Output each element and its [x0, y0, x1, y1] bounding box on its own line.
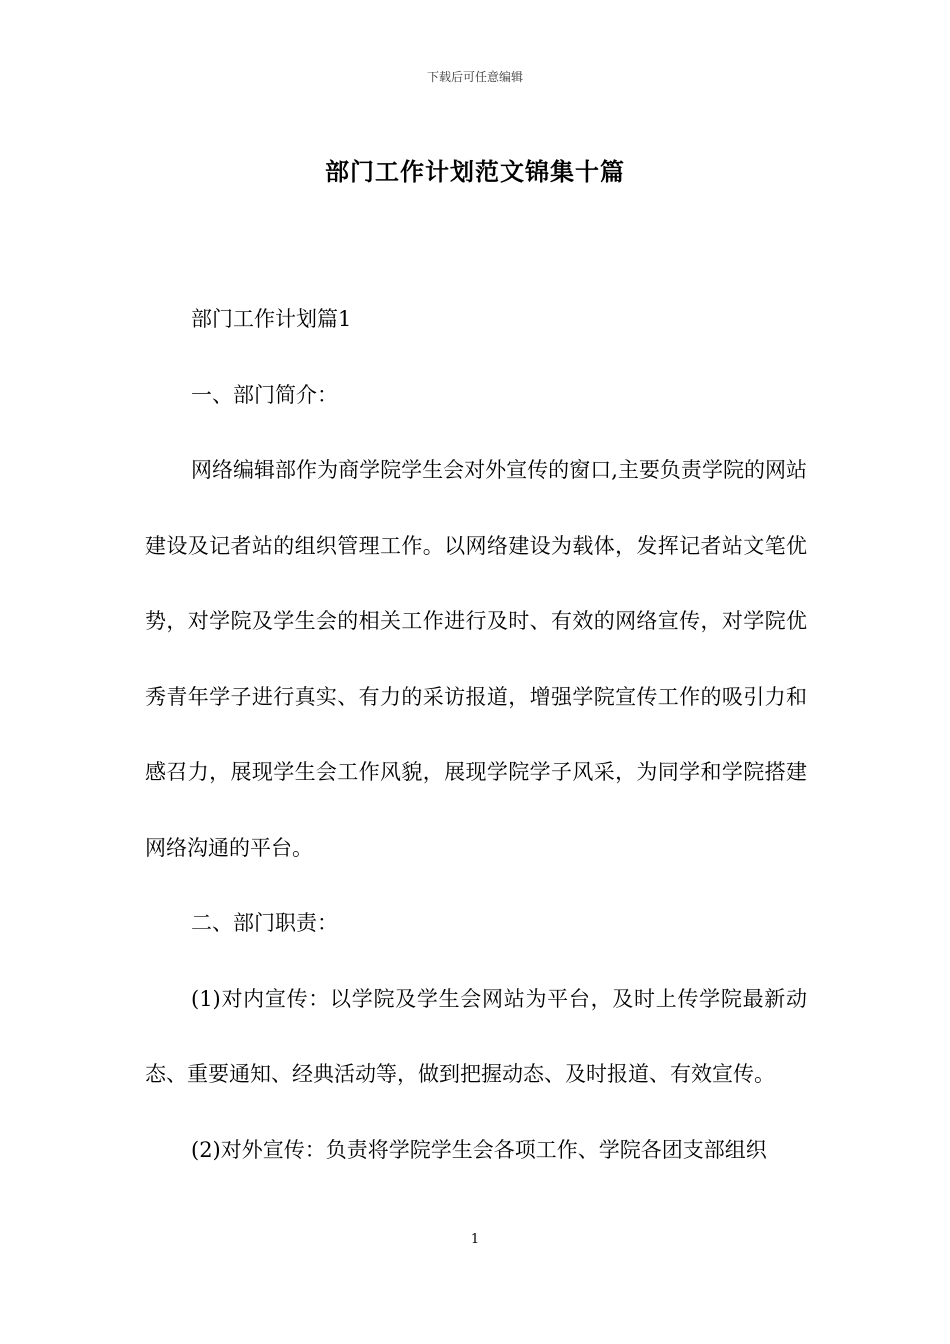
section-heading: 部门工作计划篇1	[191, 307, 352, 331]
document-title: 部门工作计划范文锦集十篇	[325, 158, 625, 186]
subsection-heading: 二、部门职责：	[191, 911, 338, 935]
subsection-heading: 一、部门简介：	[191, 382, 338, 407]
page-header-note: 下载后可任意编辑	[426, 70, 523, 84]
body-paragraph: (2)对外宣传：负责将学院学生会各项工作、学院各团支部组织	[191, 1137, 767, 1162]
document-body	[145, 282, 807, 1188]
body-paragraph: 网络编辑部作为商学院学生会对外宣传的窗口,主要负责学院的网站建设及记者站的组织管理工作。以网络建设为载体，发挥记者站文笔优势，对学院及学生会的相关工作进行及时、有效的网络宣传，对学院优秀青年学子进行真实、有力的采访报道，增强学院宣传工作的吸引力和感召力，展现学生会工作风貌，展现学院学子风采，为同学和学院搭建网络沟通的平台。	[145, 458, 807, 860]
body-paragraph: (1)对内宣传：以学院及学生会网站为平台，及时上传学院最新动态、重要通知、经典活动等，做到把握动态、及时报道、有效宣传。	[145, 986, 807, 1086]
page-number: 1	[470, 1232, 480, 1247]
